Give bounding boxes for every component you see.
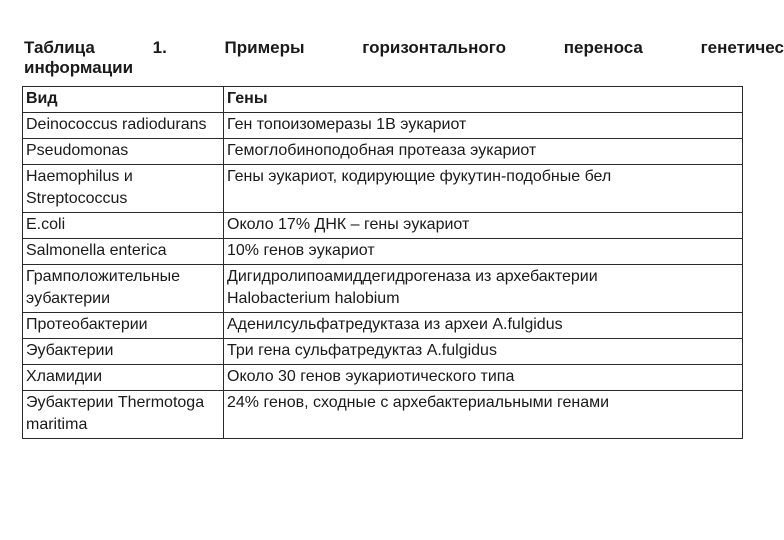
species-cell: Salmonella enterica xyxy=(23,239,224,265)
header-genes: Гены xyxy=(224,87,743,113)
table-caption xyxy=(24,38,784,78)
genes-cell: 10% генов эукариот xyxy=(224,239,743,265)
table-row xyxy=(23,165,743,213)
species-cell: Эубактерии xyxy=(23,339,224,365)
genes-cell: Аденилсульфатредуктаза из археи A.fulgidus xyxy=(224,313,743,339)
species-cell: Грамположительные эубактерии xyxy=(23,265,224,313)
header-species: Вид xyxy=(23,87,224,113)
table-row xyxy=(23,313,743,339)
table-row xyxy=(23,113,743,139)
genes-cell: Три гена сульфатредуктаз A.fulgidus xyxy=(224,339,743,365)
table-row xyxy=(23,365,743,391)
genes-cell: Около 30 генов эукариотического типа xyxy=(224,365,743,391)
genes-cell: Гемоглобиноподобная протеаза эукариот xyxy=(224,139,743,165)
caption-word: генетичес xyxy=(700,38,784,57)
table-row xyxy=(23,265,743,313)
table-row xyxy=(23,391,743,439)
genes-cell: Гены эукариот, кодирующие фукутин-подобные бел xyxy=(224,165,743,213)
caption-word: переноса xyxy=(563,38,643,57)
species-cell: Deinococcus radiodurans xyxy=(23,113,224,139)
caption-word: Примеры xyxy=(224,38,305,57)
table-header-row xyxy=(23,87,743,113)
species-cell: Хламидии xyxy=(23,365,224,391)
species-cell: Эубактерии Thermotoga maritima xyxy=(23,391,224,439)
species-cell: Haemophilus и Streptococcus xyxy=(23,165,224,213)
species-cell: Pseudomonas xyxy=(23,139,224,165)
genes-cell: Около 17% ДНК – гены эукариот xyxy=(224,213,743,239)
table-body xyxy=(23,113,743,439)
caption-word: Таблица xyxy=(24,38,95,57)
gene-transfer-table xyxy=(22,86,743,439)
gene-transfer-table-container xyxy=(22,86,742,439)
caption-word: 1. xyxy=(152,38,167,57)
species-cell: Протеобактерии xyxy=(23,313,224,339)
table-row xyxy=(23,339,743,365)
table-row xyxy=(23,213,743,239)
genes-cell: Ген топоизомеразы 1В эукариот xyxy=(224,113,743,139)
genes-cell: 24% генов, сходные с архебактериальными генами xyxy=(224,391,743,439)
species-cell: E.coli xyxy=(23,213,224,239)
genes-cell: Дигидролипоамиддегидрогеназа из архебактерии Halobacterium halobium xyxy=(224,265,743,313)
caption-word: горизонтального xyxy=(362,38,506,57)
table-row xyxy=(23,139,743,165)
table-row xyxy=(23,239,743,265)
caption-line-2: информации xyxy=(24,58,134,77)
caption-line-1 xyxy=(24,38,784,58)
